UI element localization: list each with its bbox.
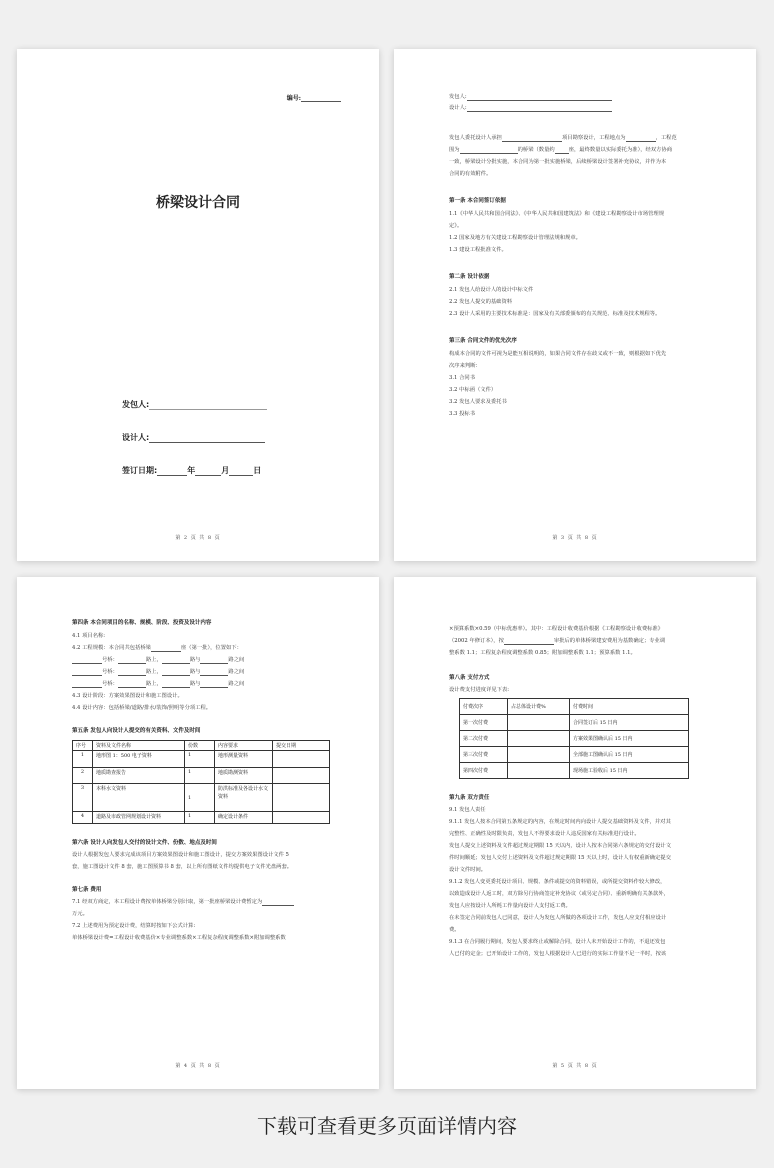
page-number: 第 3 页 共 8 页 <box>552 535 598 541</box>
article-8-title: 第八条 支付方式 <box>449 675 490 681</box>
article-5-title: 第五条 发包人向设计人提交的有关资料、文件及时间 <box>72 728 201 734</box>
article-4-title: 第四条 本合同项目的名称、规模、阶段、投资及设计内容 <box>72 620 212 626</box>
sign-date-field: 签订日期: 年 月 日 <box>122 466 262 475</box>
table-row: 第三次付费 全部施工图确认后 15 日内 <box>460 747 689 763</box>
table-row: 4 道路及市政管网规划设计资料 1 确定设计条件 <box>73 812 330 824</box>
bridge-location-line: 号桥： 路上， 路与 路之间 <box>72 680 342 688</box>
article-3: 第三条 合同文件的优先次序 构成本合同的文件可视为是能互相说明的，如果合同文件存在歧义或不一致，则根据如下优先 次序来判断： 3.1 合同书 3.2 中标函（文件） 3.2 发包人要求及委托书 3.3 投标书 <box>449 338 667 417</box>
table-row: 第一次付费 合同签订后 15 日内 <box>460 715 689 731</box>
bridge-location-line: 号桥： 路上， 路与 路之间 <box>72 656 342 664</box>
materials-table <box>72 740 330 824</box>
designer-field: 设计人: <box>122 432 265 443</box>
page-body: ×预算系数×0.59（中标优惠率）。其中：工程设计收费基价根据《工程勘察设计收费标准》 （2002 年修订本），按 审批后的单体桥梁建安费用为基数确定；专业调 整系数 1.1；工程复杂程度调整系数 0.85；附加调整系数 1.1；预算系数 1.1。 第八条 支付方式 设计费支付进度详见下表: 付费次序 占总体设计费% 付费时间 第一次付费 合同签订后 15 日内 第二次付费 方案效果图确认后 15 日内 第三次付费 全部施工图确认后 15 日内 第四次付费 现场施工验收后 15 日内 第九条 双方责任 9.1 发包人责任 9.1.1 发包人按本合同第五条规定的内容，在规定时间内向设计人提交基础资料及文件，并对其 完整性、正确性及时限负责，发包人不得要求设计人违反国家有关标准进行设计。 发包人提交上述资料及文件超过规定期限 15 天以内，设计人按本合同第六条规定的交付设计文 件时间顺延；发包人交付上述资料及文件超过规定期限 15 天以上时，设计人有权重新确定提交 设计文件时间。 9.1.2 发包人变更委托设计项目、规模、条件或提交的资料错误，或所提交资料作较大修改， 以致造成设计人返工时，双方除另行协商签定补充协议（或另定合同）、重新明确有关条款外， 发包人应按设计人所耗工作量向设计人支付返工费。 在未签定合同前发包人已同意，设计人为发包人所做的各项设计工作，发包人应支付相应设计 费。 9.1.3 在合同履行期间，发包人要求终止或解除合同，设计人未开始设计工作的，不退还发包 人已付的定金；已开始设计工作的，发包人根据设计人已进行的实际工作量不足一半时，按该 <box>449 625 719 958</box>
designer-line: 设计人: <box>449 104 719 112</box>
article-9-title: 第九条 双方责任 <box>449 795 490 801</box>
page-number: 第 2 页 共 8 页 <box>175 535 221 541</box>
table-row: 2 地质勘查报告 1 地质勘测资料 <box>73 768 330 784</box>
intro-paragraph: 发包人委托设计人承担 项目勘察设计，工程地点为 ，工程范 围为 的桥梁（数量约 座，最终数量以实际委托为准），经双方协商 一致，桥梁设计分批实施，本合同为第一批实施桥梁，后续桥梁设计签署补充协议，并作为本 合同的有效附件。 <box>449 135 677 177</box>
client-line: 发包人: <box>449 93 719 101</box>
article-1: 第一条 本合同签订依据 1.1《中华人民共和国合同法》、《中华人民共和国建筑法》和《建设工程勘察设计市场管理规 定》。 1.2 国家及地方有关建设工程勘察设计管理法规和规章。 1.3 建设工程批准文件。 <box>449 198 665 253</box>
page-cover <box>17 49 379 561</box>
page-number: 第 4 页 共 8 页 <box>175 1063 221 1069</box>
article-2: 第二条 设计依据 2.1 发包人给设计人的设计中标文件 2.2 发包人提交的基础资料 2.3 设计人采用的主要技术标准是：国家及有关部委颁布的有关规范、标准及技术规程等。 <box>449 274 661 317</box>
table-row: 1 地形图 1：500 电子资料 1 地形测量资料 <box>73 751 330 768</box>
table-header-row: 付费次序 占总体设计费% 付费时间 <box>460 699 689 715</box>
download-more-link[interactable]: 下载可查看更多页面详情内容 <box>257 1114 517 1138</box>
article-7-title: 第七条 费用 <box>72 887 102 893</box>
contract-number: 编号: <box>287 93 341 102</box>
page-number: 第 5 页 共 8 页 <box>552 1063 598 1069</box>
article-6-title: 第六条 设计人向发包人交付的设计文件、份数、地点及时间 <box>72 840 217 846</box>
page-payment-responsibility <box>394 577 756 1089</box>
contract-title: 桥梁设计合同 <box>156 195 240 211</box>
table-header-row: 序号 资料及文件名称 份数 内容要求 提交日期 <box>73 741 330 751</box>
page-body <box>449 93 719 418</box>
page-project-scope <box>17 577 379 1089</box>
bridge-location-line: 号桥： 路上， 路与 路之间 <box>72 668 342 676</box>
table-row: 第四次付费 现场施工验收后 15 日内 <box>460 763 689 779</box>
payment-table <box>459 698 689 779</box>
client-field: 发包人: <box>122 399 267 410</box>
page-body: 第四条 本合同项目的名称、规模、阶段、投资及设计内容 4.1 项目名称: 4.2 工程规模：本合同共包括桥梁 座（第一批），位置如下： 号桥： 路上， 路与 路之间 号桥： 路上， 路与 路之间 号桥： 路上， 路与 路之间 4.3 设计阶段：方案效果图设计和施工图设计。 4.4 设计内容：包括桥梁/道路/排水/装饰/照明等分项工程。 第五条 发包人向设计人提交的有关资料、文件及时间 序号 资料及文件名称 份数 内容要求 提交日期 1 地形图 1：500 电子资料 1 地形测量资料 2 地质勘查报告 1 地质勘测资料 3 本科水文资料 1 防洪标准及各设计水文资料 4 道路及市政管网规划设计资料 1 确定设计条件 第六条 设计人向发包人交付的设计文件、份数、地点及时间 设计人根据发包人要求完成该项目方案效果图设计和施工图设计，提交方案效果图设计文件 5 套，施工图设计文件 8 套，施工图预算书 8 套，以上所有图纸文件均提供电子文件光盘两套。 第七条 费用 7.1 经双方商定，本工程设计费按单体桥梁分别计取，第一批座桥梁设计费暂定为 万元。 7.2 上述费用为预定设计费，结算时按如下公式计算: 单体桥梁设计费=工程设计收费基价×专业调整系数×工程复杂程度调整系数×附加调整系数 <box>72 618 342 942</box>
table-row: 3 本科水文资料 1 防洪标准及各设计水文资料 <box>73 784 330 812</box>
page-contract-basis <box>394 49 756 561</box>
table-row: 第二次付费 方案效果图确认后 15 日内 <box>460 731 689 747</box>
